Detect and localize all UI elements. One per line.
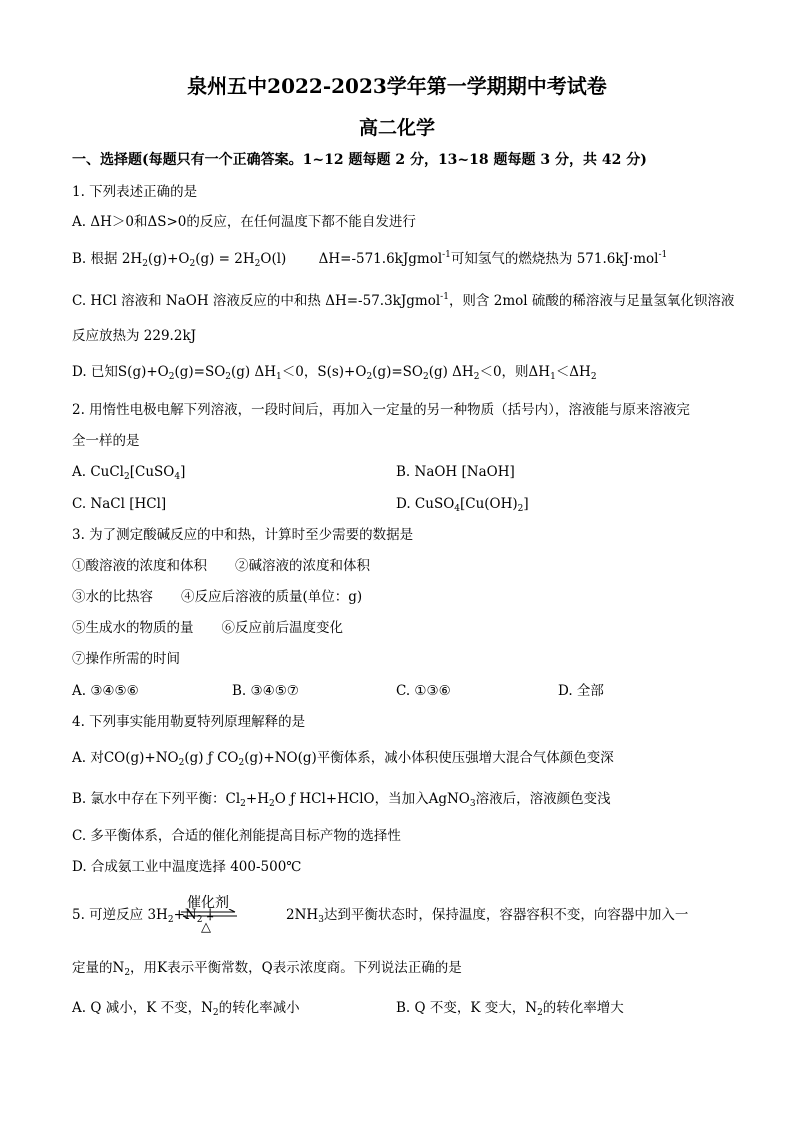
q4-option-a: A. 对$CO(g)+NO_2(g)$ ƒ $CO_2(g)+NO(g)$平衡体系，减小体积使压强增大混合气体颜色变深 <box>72 750 614 768</box>
q2-stem-line1: 2. 用惰性电极电解下列溶液，一段时间后，再加入一定量的另一种物质（括号内），溶液能与原来溶液完 <box>72 402 690 418</box>
q1-option-a: A. ΔH＞0和ΔS>0的反应，在任何温度下都不能自发进行 <box>72 214 416 230</box>
catalyst-arrow <box>173 890 247 940</box>
q5-option-b: B. Q 不变，K 变大，$N_2$的转化率增大 <box>396 1000 624 1018</box>
q3-items-row3: ⑤生成水的物质的量 ⑥反应前后温度变化 <box>72 620 343 636</box>
q3-option-c: C. ①③⑥ <box>396 683 451 699</box>
heat-label: △ <box>201 920 211 935</box>
q1-stem: 1. 下列表述正确的是 <box>72 184 198 200</box>
section-heading: 一、选择题(每题只有一个正确答案。1~12 题每题 2 分，13~18 题每题 3 分，共 42 分) <box>72 152 647 168</box>
q4-stem: 4. 下列事实能用勒夏特列原理解释的是 <box>72 714 306 730</box>
q3-items-row1: ①酸溶液的浓度和体积 ②碱溶液的浓度和体积 <box>72 558 370 574</box>
q3-option-d: D. 全部 <box>558 683 604 699</box>
catalyst-label: 催化剂 <box>187 895 229 911</box>
q3-option-a: A. ③④⑤⑥ <box>72 683 139 699</box>
q3-items-row4: ⑦操作所需的时间 <box>72 651 180 667</box>
q5-stem-line1a: 5. 可逆反应 $3H_2+N_2$ ‡ <box>72 907 214 925</box>
q1-option-b: B. 根据 $2H_2(g)+O_2(g) = 2H_2O(l)$ ΔH=-571.6kJgmol$^{-1}$可知氢气的燃烧热为 571.6kJ·mol$^{-1}$ <box>72 250 668 269</box>
q4-option-d: D. 合成氨工业中温度选择 400-500℃ <box>72 859 302 875</box>
q1-option-c-line1: C. HCl 溶液和 NaOH 溶液反应的中和热 ΔH=-57.3kJgmol$^{-1}$，则含 2mol 硫酸的稀溶液与足量氢氧化钡溶液 <box>72 292 735 309</box>
q2-option-c: C. NaCl [HCl] <box>72 496 167 512</box>
q4-option-c: C. 多平衡体系，合适的催化剂能提高目标产物的选择性 <box>72 828 401 844</box>
q5-option-a: A. Q 减小，K 不变，$N_2$的转化率减小 <box>72 1000 300 1018</box>
q1-option-c-line2: 反应放热为 229.2kJ <box>72 328 197 344</box>
q2-option-d: D. $CuSO_4[Cu(OH)_2]$ <box>396 496 529 514</box>
q2-option-b: B. NaOH [NaOH] <box>396 464 515 480</box>
q2-stem-line2: 全一样的是 <box>72 433 140 449</box>
q2-option-a: A. CuCl$_2$[CuSO$_4$] <box>72 464 186 482</box>
q5-stem-line1b: $2NH_3$达到平衡状态时，保持温度，容器容积不变，向容器中加入一 <box>286 907 689 925</box>
q3-items-row2: ③水的比热容 ④反应后溶液的质量(单位：g) <box>72 589 363 605</box>
q4-option-b: B. 氯水中存在下列平衡：$Cl_2+H_2O$ ƒ HCl+HClO，当加入AgNO$_3$溶液后，溶液颜色变浅 <box>72 791 611 809</box>
q3-stem: 3. 为了测定酸碱反应的中和热，计算时至少需要的数据是 <box>72 527 414 543</box>
q1-option-d: D. 已知$S(g)+O_2(g)=SO_2(g)$ $\Delta H_1<0$，$S(s)+O_2(g)=SO_2(g)$ $\Delta H_2<0$，则$\Delta H_1<\Delta H_2$ <box>72 364 597 382</box>
q5-stem-line2: 定量的$N_2$，用K表示平衡常数，Q表示浓度商。下列说法正确的是 <box>72 960 462 978</box>
exam-title: 泉州五中2022-2023学年第一学期期中考试卷 <box>187 74 607 98</box>
equilibrium-arrow-icon <box>179 909 239 919</box>
q3-option-b: B. ③④⑤⑦ <box>232 683 299 699</box>
exam-subject: 高二化学 <box>358 117 435 139</box>
